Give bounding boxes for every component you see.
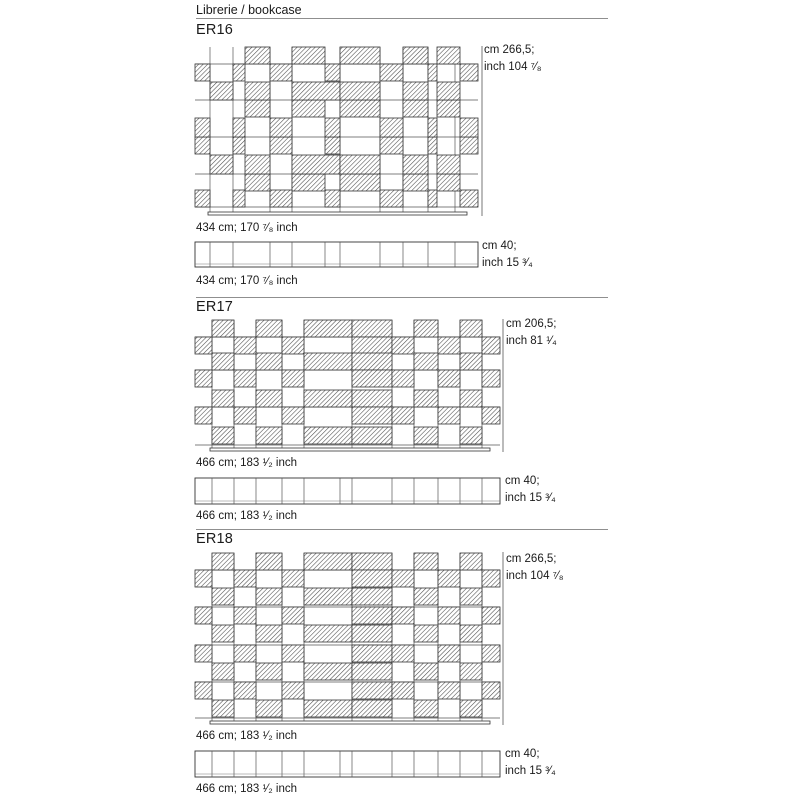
- depth-cm-label: cm 40;: [505, 748, 540, 760]
- depth-inch-label: inch 15 ³⁄₄: [505, 765, 556, 777]
- height-cm-label: cm 266,5;: [484, 44, 535, 56]
- front-width-label: 434 cm; 170 ⁷⁄₈ inch: [196, 222, 298, 234]
- plan-width-label: 466 cm; 183 ¹⁄₂ inch: [196, 783, 297, 795]
- depth-cm-label: cm 40;: [482, 240, 517, 252]
- plan-outline: [195, 751, 500, 777]
- depth-inch-label: inch 15 ³⁄₄: [482, 257, 533, 269]
- height-inch-label: inch 104 ⁷⁄₈: [506, 570, 564, 582]
- model-title: ER17: [196, 299, 234, 315]
- model-title: ER16: [196, 22, 234, 38]
- plan-width-label: 434 cm; 170 ⁷⁄₈ inch: [196, 275, 298, 287]
- height-inch-label: inch 104 ⁷⁄₈: [484, 61, 542, 73]
- height-inch-label: inch 81 ¹⁄₄: [506, 335, 557, 347]
- front-width-label: 466 cm; 183 ¹⁄₂ inch: [196, 457, 297, 469]
- page-header-title: Librerie / bookcase: [196, 3, 302, 17]
- plan-width-label: 466 cm; 183 ¹⁄₂ inch: [196, 510, 297, 522]
- front-width-label: 466 cm; 183 ¹⁄₂ inch: [196, 730, 297, 742]
- model-title: ER18: [196, 531, 234, 547]
- height-cm-label: cm 206,5;: [506, 318, 557, 330]
- depth-cm-label: cm 40;: [505, 475, 540, 487]
- height-cm-label: cm 266,5;: [506, 553, 557, 565]
- depth-inch-label: inch 15 ³⁄₄: [505, 492, 556, 504]
